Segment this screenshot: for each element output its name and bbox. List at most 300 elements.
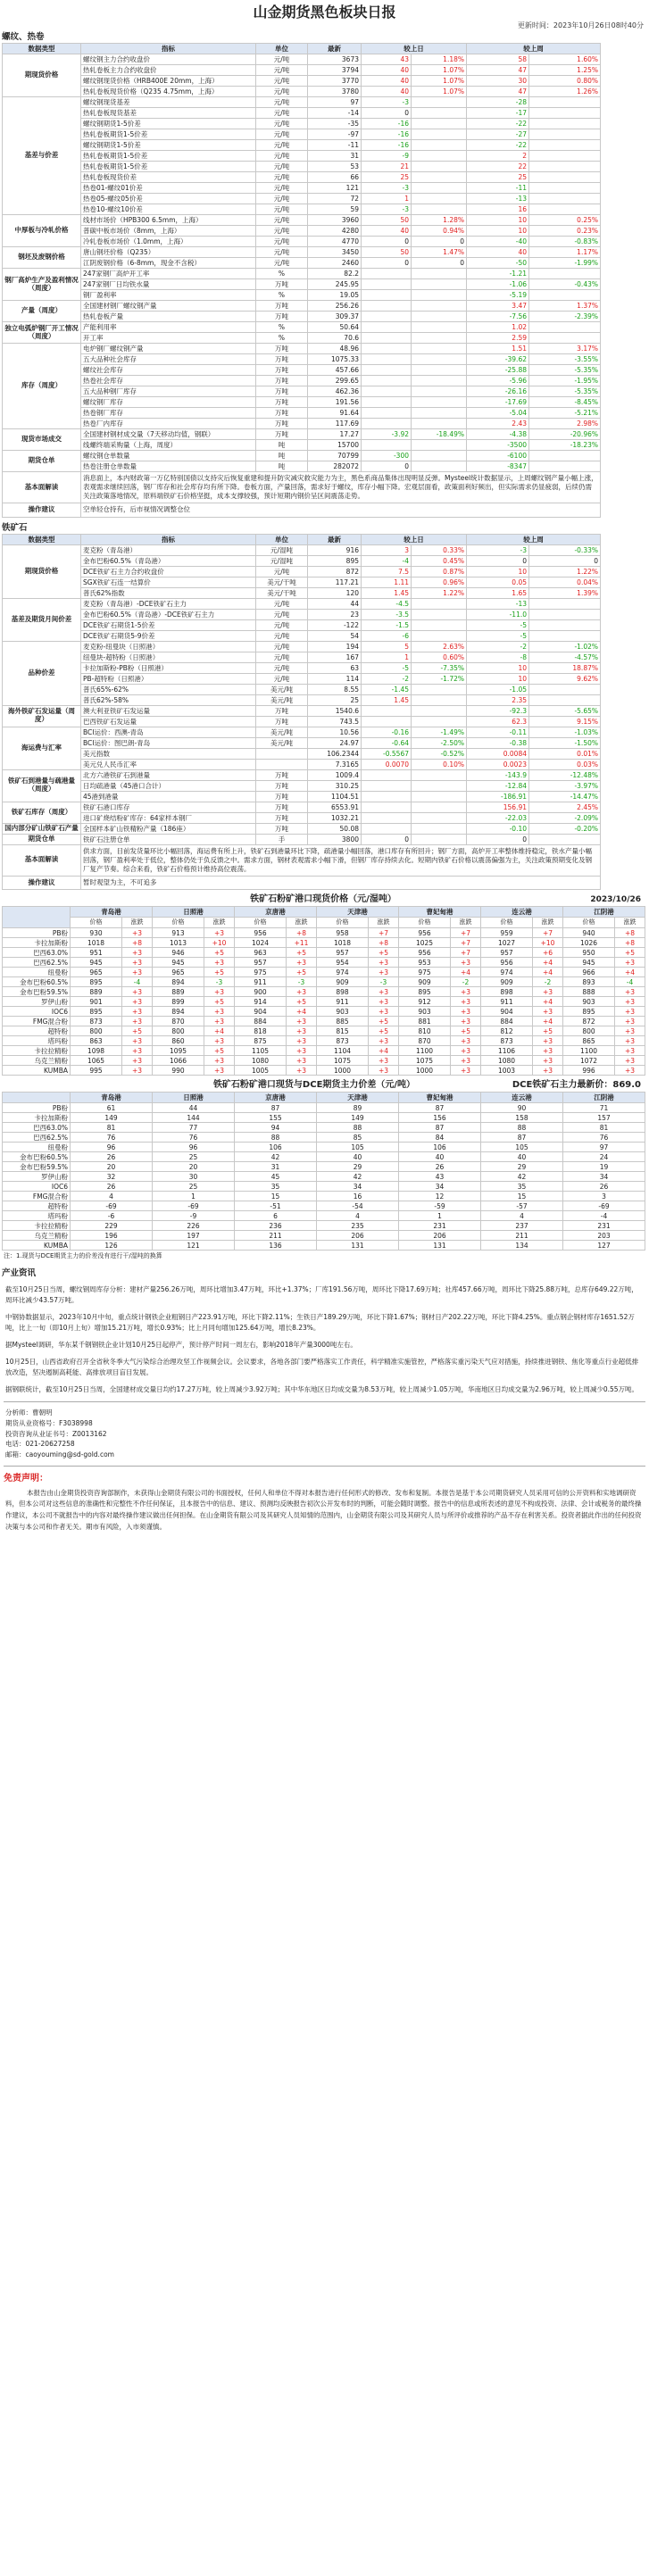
change-value: -5.19	[467, 290, 529, 301]
basis-value: 197	[153, 1231, 235, 1241]
table-row	[3, 290, 601, 301]
price-change: +3	[204, 1017, 235, 1026]
change-pct	[529, 183, 601, 194]
row-group-label: 国内部分矿山铁矿石产量	[3, 823, 81, 834]
change-value: -2	[467, 641, 529, 652]
price-change: +5	[287, 968, 317, 977]
price-change: +5	[533, 1026, 563, 1036]
unit: 元/吨	[256, 630, 308, 641]
basis-value: 81	[563, 1123, 645, 1133]
column-header: 最新	[308, 534, 362, 544]
latest-value: 10.56	[308, 727, 362, 737]
basis-value: 131	[317, 1241, 399, 1251]
table-row	[3, 1143, 645, 1152]
basis-value: 211	[481, 1231, 563, 1241]
change-value: -5	[362, 662, 412, 673]
basis-value: 19	[563, 1162, 645, 1172]
price: 1000	[399, 1066, 451, 1076]
change-value	[362, 419, 412, 429]
change-value: -300	[362, 451, 412, 461]
port-header: 青岛港	[71, 907, 153, 918]
table-row	[3, 247, 601, 258]
price-change: +3	[204, 928, 235, 938]
indicator-name: 螺纹钢仓单数量	[81, 451, 256, 461]
news-item: 据钢联统计，截至10月25日当周，全国建材成交量日均约17.27万吨，较上周减少3.92万吨；其中华东地区日均成交量为8.53万吨，较上周减少1.05万吨，华南地区日均成交量为2.96万吨，较上周减少0.55万吨。	[5, 1385, 639, 1394]
price-change: +3	[451, 987, 481, 997]
indicator-name: 热卷社会库存	[81, 376, 256, 386]
change-value: -13	[467, 194, 529, 204]
price-change: +4	[533, 997, 563, 1007]
change-pct	[412, 619, 467, 630]
unit: %	[256, 290, 308, 301]
change-value: 0	[362, 461, 412, 472]
indicator-name: 螺纹钢现货价格（HRB400E 20mm，上海）	[81, 76, 256, 87]
price: 889	[71, 987, 122, 997]
indicator-name: 热卷钢厂库存	[81, 408, 256, 419]
basis-value: 136	[235, 1241, 317, 1251]
ore-name: IOC6	[3, 1007, 71, 1017]
table-row	[3, 344, 601, 354]
change-pct: -2.50%	[412, 737, 467, 748]
basis-value: 35	[235, 1182, 317, 1192]
change-value: 1.51	[467, 344, 529, 354]
row-group-label: 基差与价差	[3, 97, 81, 215]
basis-value: 76	[153, 1133, 235, 1143]
indicator-name: 北方六港铁矿石到港量	[81, 769, 256, 780]
change-pct	[529, 290, 601, 301]
price-change: +3	[369, 987, 399, 997]
change-value	[362, 301, 412, 312]
port-price-title: 铁矿石粉矿港口现货价格（元/湿吨）	[250, 894, 396, 904]
latest-value: 916	[308, 544, 362, 555]
table-row	[3, 812, 601, 823]
price: 860	[153, 1036, 204, 1046]
column-header: 较上日	[362, 44, 467, 54]
table-row	[3, 365, 601, 376]
price: 963	[235, 948, 287, 958]
price-change: +6	[533, 948, 563, 958]
basis-note: 注：1.现货与DCE期货主力的价差没有进行干/湿吨的换算	[4, 1252, 162, 1259]
table-row	[3, 279, 601, 290]
change-value: -4	[362, 555, 412, 566]
change-value: 0.0023	[467, 759, 529, 769]
change-value: -39.62	[467, 354, 529, 365]
change-value	[362, 354, 412, 365]
change-value: -3500	[467, 440, 529, 451]
change-value: -4.5	[362, 598, 412, 609]
ore-name: 超特粉	[3, 1026, 71, 1036]
table-row	[3, 215, 601, 226]
latest-value: -14	[308, 108, 362, 119]
change-value	[362, 716, 412, 727]
price-change: +5	[204, 968, 235, 977]
price-change: -3	[204, 977, 235, 987]
basis-value: 126	[71, 1241, 153, 1251]
ore-name: 金布巴粉59.5%	[3, 1162, 71, 1172]
basis-value: -69	[71, 1201, 153, 1211]
ore-name: 罗伊山粉	[3, 1172, 71, 1182]
basis-value: 94	[235, 1123, 317, 1133]
change-value	[362, 312, 412, 322]
change-pct: -1.95%	[529, 376, 601, 386]
price-change: +8	[122, 938, 153, 948]
price-change: +5	[204, 997, 235, 1007]
table-row	[3, 87, 601, 97]
change-value: 10	[467, 215, 529, 226]
indicator-name: 热轧卷板现货基差	[81, 108, 256, 119]
change-value: 2.35	[467, 694, 529, 705]
indicator-name: 澳大利亚铁矿石发运量	[81, 705, 256, 716]
basis-value: 131	[399, 1241, 481, 1251]
change-pct	[412, 780, 467, 791]
price-change: +3	[204, 958, 235, 968]
price-subheader: 价格	[563, 918, 615, 928]
change-value: -22.03	[467, 812, 529, 823]
latest-value: 24.97	[308, 737, 362, 748]
table-row	[3, 577, 601, 587]
change-pct	[529, 194, 601, 204]
price: 945	[71, 958, 122, 968]
change-value: -7.56	[467, 312, 529, 322]
change-pct: 0.80%	[529, 76, 601, 87]
change-value: -0.5567	[362, 748, 412, 759]
price-change: +5	[615, 948, 645, 958]
change-value: -8	[467, 652, 529, 662]
basis-value: 97	[563, 1143, 645, 1152]
price: 1013	[153, 938, 204, 948]
price-subheader: 价格	[317, 918, 369, 928]
change-value: 25	[467, 172, 529, 183]
change-value: -0.10	[467, 823, 529, 834]
change-value: -27	[467, 129, 529, 140]
table-row	[3, 834, 601, 844]
price-change: +3	[533, 1007, 563, 1017]
price: 950	[563, 948, 615, 958]
table-row	[3, 108, 601, 119]
latest-value: -97	[308, 129, 362, 140]
price-change: +5	[204, 1046, 235, 1056]
table-row	[3, 376, 601, 386]
price-change: +3	[369, 1036, 399, 1046]
row-group-label: 期现货价格	[3, 544, 81, 598]
price-change: +3	[287, 1066, 317, 1076]
change-value: -11.0	[467, 609, 529, 619]
latest-value: 3960	[308, 215, 362, 226]
ore-name: PB粉	[3, 1103, 71, 1113]
ore-name: 纽曼粉	[3, 1143, 71, 1152]
table-row	[3, 748, 601, 759]
price: 884	[481, 1017, 533, 1026]
unit: 万吨	[256, 769, 308, 780]
change-value: 0	[467, 834, 529, 844]
table-row	[3, 183, 601, 194]
price-change: +3	[122, 1046, 153, 1056]
table-row	[3, 1172, 645, 1182]
basis-value: -54	[317, 1201, 399, 1211]
latest-value: 6553.91	[308, 802, 362, 812]
table-row	[3, 440, 601, 451]
price-change: +3	[615, 997, 645, 1007]
price-change: +3	[287, 987, 317, 997]
change-value: -0.64	[362, 737, 412, 748]
latest-value: 194	[308, 641, 362, 652]
price-change: +3	[451, 1066, 481, 1076]
indicator-name: 普碳中板市场价（8mm，上海）	[81, 226, 256, 237]
latest-value: 117.21	[308, 577, 362, 587]
change-value: -6	[362, 630, 412, 641]
change-pct: 18.87%	[529, 662, 601, 673]
price: 815	[317, 1026, 369, 1036]
price: 895	[399, 987, 451, 997]
port-header: 天津港	[317, 1093, 399, 1103]
price: 1025	[399, 938, 451, 948]
table-row	[3, 598, 601, 609]
price-change: -2	[533, 977, 563, 987]
price-change: +3	[122, 997, 153, 1007]
change-pct	[412, 333, 467, 344]
row-group-label: 海运费与汇率	[3, 727, 81, 769]
price-change: +3	[369, 1056, 399, 1066]
change-pct	[412, 440, 467, 451]
table-row	[3, 1046, 645, 1056]
change-value: 10	[467, 566, 529, 577]
unit: 元/湿吨	[256, 544, 308, 555]
table-row	[3, 1221, 645, 1231]
change-pct	[412, 376, 467, 386]
latest-value: 66	[308, 172, 362, 183]
change-value: -1.05	[467, 684, 529, 694]
indicator-name: 五大品种钢厂库存	[81, 386, 256, 397]
latest-value: 15700	[308, 440, 362, 451]
change-value: 1.02	[467, 322, 529, 333]
row-group-label: 基差及期货月间价差	[3, 598, 81, 641]
change-pct: 1.25%	[529, 65, 601, 76]
price-change: +3	[204, 1036, 235, 1046]
table-row	[3, 769, 601, 780]
change-pct	[412, 97, 467, 108]
indicator-name: 铁矿石港口库存	[81, 802, 256, 812]
indicator-name: 247家钢厂日均铁水量	[81, 279, 256, 290]
latest-value: 19.05	[308, 290, 362, 301]
table-row	[3, 461, 601, 472]
latest-value: 4770	[308, 237, 362, 247]
unit: 元/吨	[256, 162, 308, 172]
unit: 手	[256, 834, 308, 844]
change-pct	[412, 108, 467, 119]
price: 894	[153, 977, 204, 987]
port-header: 曹妃甸港	[399, 907, 481, 918]
change-value: 58	[467, 54, 529, 65]
price-change: +3	[615, 1046, 645, 1056]
change-pct: 2.45%	[529, 802, 601, 812]
ore-name: 卡拉拉精粉	[3, 1046, 71, 1056]
price-change: +5	[369, 948, 399, 958]
change-pct	[529, 609, 601, 619]
table-row	[3, 129, 601, 140]
table-row	[3, 151, 601, 162]
change-value: 1.65	[467, 587, 529, 598]
change-pct: 0.25%	[529, 215, 601, 226]
price: 873	[71, 1017, 122, 1026]
price: 1018	[71, 938, 122, 948]
table-row	[3, 1056, 645, 1066]
section-title-rebar: 螺纹、热卷	[2, 32, 45, 42]
price-subheader: 价格	[153, 918, 204, 928]
latest-value: 167	[308, 652, 362, 662]
change-pct: -1.03%	[529, 727, 601, 737]
change-value: 0.0070	[362, 759, 412, 769]
change-value: 1.11	[362, 577, 412, 587]
change-pct: -2.39%	[529, 312, 601, 322]
change-pct: -0.33%	[529, 544, 601, 555]
latest-value: 1540.6	[308, 705, 362, 716]
price: 974	[317, 968, 369, 977]
basis-value: 12	[399, 1192, 481, 1201]
unit: 元/吨	[256, 204, 308, 215]
change-pct: -0.43%	[529, 279, 601, 290]
news-item: 截至10月25日当周，螺纹钢周库存分析：建材产量256.26万吨，周环比增加3.47万吨，环比+1.37%；厂库191.56万吨，周环比下降17.69万吨；社库457.66万吨，周环比下降25.88万吨，总库存649.22万吨，周环比减少43.57万吨。	[5, 1285, 638, 1305]
latest-value: 117.69	[308, 419, 362, 429]
indicator-name: 热轧卷板产量	[81, 312, 256, 322]
price: 956	[399, 928, 451, 938]
change-pct	[412, 354, 467, 365]
table-row	[3, 566, 601, 577]
unit: 元/吨	[256, 129, 308, 140]
corner-cell	[3, 1093, 71, 1103]
change-pct	[412, 769, 467, 780]
price-change: +3	[204, 1056, 235, 1066]
latest-value: 59	[308, 204, 362, 215]
price-change: +4	[287, 1007, 317, 1017]
change-value: 50	[362, 247, 412, 258]
basis-value: 31	[235, 1162, 317, 1172]
price: 958	[317, 928, 369, 938]
change-value: -1.5	[362, 619, 412, 630]
column-header: 单位	[256, 534, 308, 544]
change-pct	[529, 151, 601, 162]
latest-value: 23	[308, 609, 362, 619]
unit: 万吨	[256, 812, 308, 823]
price: 1106	[481, 1046, 533, 1056]
basis-value: 26	[71, 1182, 153, 1192]
table-row	[3, 1113, 645, 1123]
unit: 元/吨	[256, 226, 308, 237]
contact-line: 期货从业资格号：F3038998	[5, 1419, 93, 1428]
table-row	[3, 226, 601, 237]
table-row	[3, 705, 601, 716]
basic-analysis-label: 基本面解读	[3, 472, 81, 503]
indicator-name: 螺纹钢期货1-5价差	[81, 119, 256, 129]
table-row	[3, 587, 601, 598]
basis-value: 15	[481, 1192, 563, 1201]
price: 898	[481, 987, 533, 997]
basis-value: -69	[153, 1201, 235, 1211]
unit: 元/吨	[256, 194, 308, 204]
change-value: 0	[362, 108, 412, 119]
latest-value: 872	[308, 566, 362, 577]
table-row	[3, 694, 601, 705]
change-pct: -7.35%	[412, 662, 467, 673]
ore-name: FMG混合粉	[3, 1017, 71, 1026]
price-change: +8	[287, 928, 317, 938]
basis-value: 229	[71, 1221, 153, 1231]
change-subheader: 涨跌	[204, 918, 235, 928]
ore-name: KUMBA	[3, 1241, 71, 1251]
change-subheader: 涨跌	[122, 918, 153, 928]
ore-name: 卡拉加斯粉	[3, 938, 71, 948]
basis-value: 42	[235, 1152, 317, 1162]
column-header: 数据类型	[3, 44, 81, 54]
corner-cell	[3, 907, 71, 928]
basis-value: 96	[153, 1143, 235, 1152]
unit: 万吨	[256, 791, 308, 802]
change-pct	[412, 823, 467, 834]
table-row	[3, 397, 601, 408]
price-change: +4	[533, 1017, 563, 1026]
row-group-label: 产量（周度）	[3, 301, 81, 322]
ore-name: PB粉	[3, 928, 71, 938]
change-value: 0	[362, 258, 412, 269]
change-value: 40	[362, 87, 412, 97]
change-subheader: 涨跌	[533, 918, 563, 928]
ore-name: 卡拉拉精粉	[3, 1221, 71, 1231]
change-value: 1	[362, 194, 412, 204]
table-row	[3, 938, 645, 948]
indicator-name: 进口矿烧结粉矿库存：64家样本钢厂	[81, 812, 256, 823]
price: 909	[399, 977, 451, 987]
price-change: +3	[122, 987, 153, 997]
unit: 万吨	[256, 705, 308, 716]
unit: 元/吨	[256, 652, 308, 662]
table-row	[3, 727, 601, 737]
change-pct: 0.96%	[412, 577, 467, 587]
basis-value: 6	[235, 1211, 317, 1221]
change-value: 40	[362, 76, 412, 87]
price: 1066	[153, 1056, 204, 1066]
operation-advice-label: 操作建议	[3, 503, 81, 517]
latest-value: 72	[308, 194, 362, 204]
unit: 万吨	[256, 419, 308, 429]
table-row	[3, 987, 645, 997]
latest-value: 3770	[308, 76, 362, 87]
change-value: 16	[467, 204, 529, 215]
change-value: 2.59	[467, 333, 529, 344]
latest-value: 2460	[308, 258, 362, 269]
change-pct: -0.83%	[529, 237, 601, 247]
change-pct	[412, 322, 467, 333]
table-row	[3, 780, 601, 791]
unit: 美元/吨	[256, 727, 308, 737]
unit: 万吨	[256, 386, 308, 397]
change-pct: -5.65%	[529, 705, 601, 716]
change-pct	[412, 183, 467, 194]
indicator-name: 热轧卷板现货价格（Q235 4.75mm，上海）	[81, 87, 256, 97]
price: 965	[71, 968, 122, 977]
price: 1098	[71, 1046, 122, 1056]
latest-value: 121	[308, 183, 362, 194]
table-row	[3, 673, 601, 684]
change-pct	[412, 279, 467, 290]
change-pct: 0	[529, 555, 601, 566]
indicator-name: DCE铁矿石期货5-9价差	[81, 630, 256, 641]
indicator-name: 麦克粉-纽曼块（日照港）	[81, 641, 256, 652]
change-pct: -3.97%	[529, 780, 601, 791]
price: 810	[399, 1026, 451, 1036]
price: 1100	[399, 1046, 451, 1056]
indicator-name: 热卷厂内库存	[81, 419, 256, 429]
price-change: +3	[369, 1007, 399, 1017]
basis-value: 26	[71, 1152, 153, 1162]
